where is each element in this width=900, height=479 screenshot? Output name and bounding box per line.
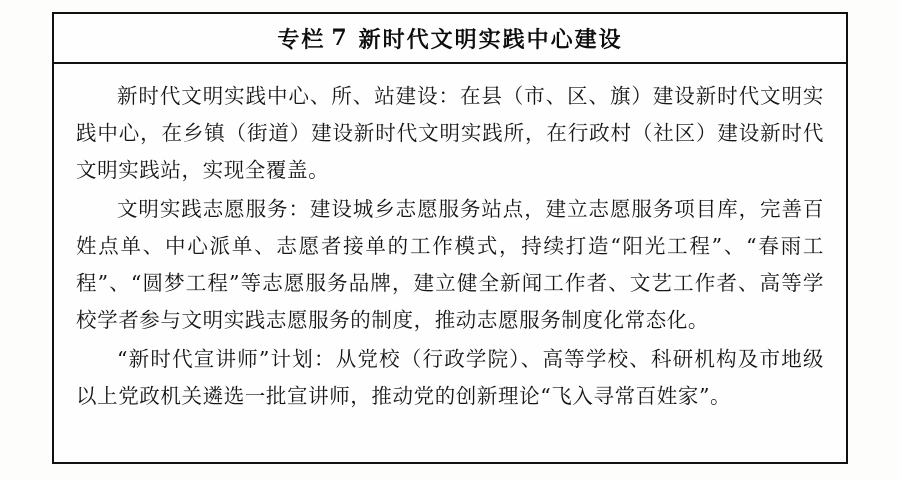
callout-title: 新时代文明实践中心建设 [358,26,623,53]
callout-label: 专栏 [277,26,326,53]
callout-paragraph-1: 新时代文明实践中心、所、站建设：在县（市、区、旗）建设新时代文明实践中心，在乡镇（街道）建设新时代文明实践所，在行政村（社区）建设新时代文明实践站，实现全覆盖。 [76,84,824,182]
callout-title-bar [54,14,846,64]
callout-body [54,64,846,427]
callout-number: 7 [331,25,349,51]
callout-paragraph-2: 文明实践志愿服务：建设城乡志愿服务站点，建立志愿服务项目库，完善百姓点单、中心派单、志愿者接单的工作模式，持续打造“阳光工程”、“春雨工程”、“圆梦工程”等志愿服务品牌，建立健全新闻工作者、文艺工作者、高等学校学者参与文明实践志愿服务的制度，推动志愿服务制度化常态化。 [76,197,824,332]
callout-box [52,12,848,464]
callout-paragraph-3: “新时代宣讲师”计划：从党校（行政学院）、高等学校、科研机构及市地级以上党政机关遴选一批宣讲师，推动党的创新理论“飞入寻常百姓家”。 [76,347,824,408]
